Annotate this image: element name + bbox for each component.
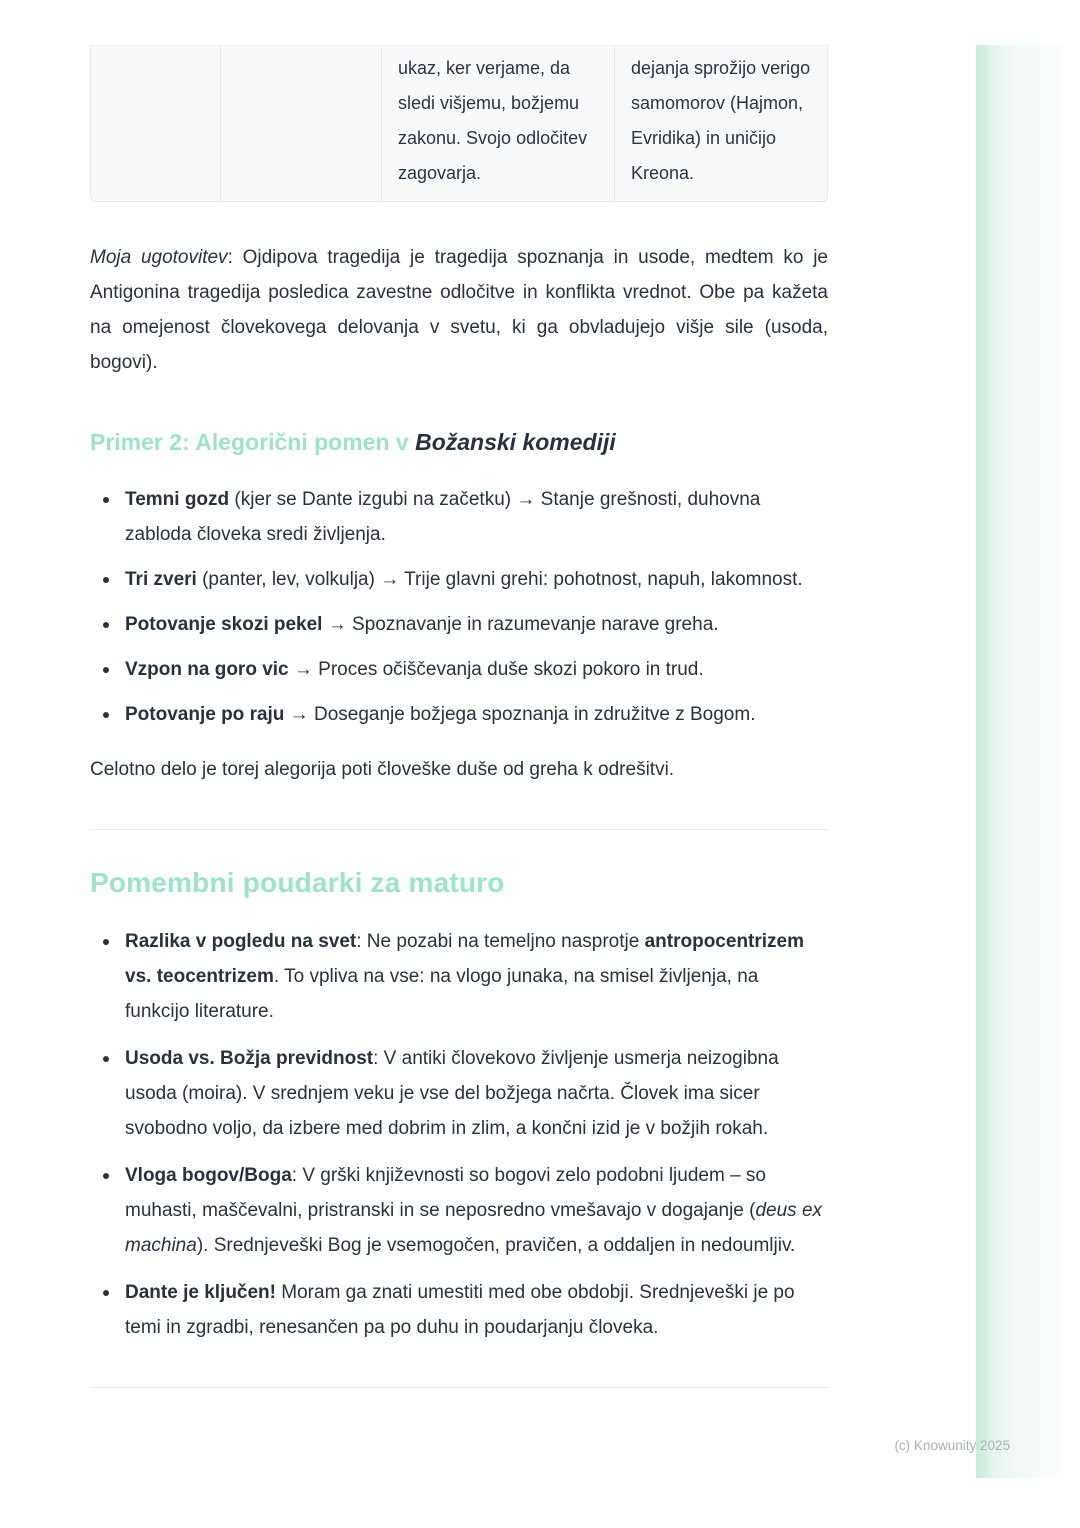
list-item-text: → Doseganje božjega spoznanja in združitve z Bogom.	[284, 704, 756, 725]
list-item-term: Vloga bogov/Boga	[125, 1165, 292, 1186]
list-item-term: Razlika v pogledu na svet	[125, 931, 357, 952]
paragraph-body-text: : Ojdipova tragedija je tragedija spoznanja in usode, medtem ko je Antigonina tragedija posledica zavestne odločitve in konflikta vrednot. Obe pa kažeta na omejenost človekovega delovanja v svetu, ki ga obvladujejo višje sile (usoda, bogovi).	[90, 247, 828, 373]
table-cell-empty-1	[90, 45, 220, 202]
list-item	[90, 924, 828, 1029]
list-item-emphasis: antropocentrizem vs. teocentrizem	[125, 931, 805, 987]
list-item-term: Dante je ključen!	[125, 1282, 276, 1303]
list-item-term: Usoda vs. Božja previdnost	[125, 1048, 374, 1069]
list-item-text: (kjer se Dante izgubi na začetku) → Stanje grešnosti, duhovna zabloda človeka sredi življenja.	[125, 489, 761, 545]
list-item	[90, 562, 828, 597]
list-item	[90, 1041, 828, 1146]
conclusion-paragraph	[90, 240, 828, 380]
matura-heading: Pomembni poudarki za maturo	[90, 867, 505, 898]
matura-list	[90, 924, 828, 1345]
page-content	[90, 0, 828, 1388]
allegory-list	[90, 482, 828, 732]
list-item-latin-phrase: deus ex machina	[125, 1200, 823, 1256]
section-divider	[90, 829, 828, 830]
list-item	[90, 1275, 828, 1345]
list-item-text: : V antiki človekovo življenje usmerja neizogibna usoda (moira). V srednjem veku je vse del božjega načrta. Človek ima sicer svobodno voljo, da izbere med dobrim in zlim, a končni izid je v božjih rokah.	[125, 1048, 779, 1139]
list-item-term: Potovanje skozi pekel	[125, 614, 323, 635]
example2-heading	[90, 426, 828, 458]
table-cell-antigona-decision: ukaz, ker verjame, da sledi višjemu, božjemu zakonu. Svojo odločitev zagovarja.	[381, 45, 614, 202]
copyright-footer: (c) Knowunity 2025	[894, 1438, 1010, 1453]
list-item-text: : V grški književnosti so bogovi zelo podobni ljudem – so muhasti, maščevalni, pristranski in se neposredno vmešavajo v dogajanje (	[125, 1165, 766, 1221]
list-item	[90, 482, 828, 552]
allegory-summary: Celotno delo je torej alegorija poti človeške duše od greha k odrešitvi.	[90, 759, 675, 780]
list-item-term: Temni gozd	[125, 489, 230, 510]
table-row	[90, 45, 828, 202]
list-item-text: → Proces očiščevanja duše skozi pokoro in trud.	[288, 659, 704, 680]
list-item	[90, 652, 828, 687]
list-item-text: : Ne pozabi na temeljno nasprotje	[356, 931, 645, 952]
paragraph-lead-italic: Moja ugotovitev	[90, 247, 228, 268]
bottom-divider	[90, 1387, 828, 1388]
page-edge-accent-bar	[976, 45, 1063, 1478]
comparison-table	[90, 45, 828, 202]
list-item-term: Tri zveri	[125, 569, 197, 590]
list-item-text: . To vpliva na vse: na vlogo junaka, na smisel življenja, na funkcijo literature.	[125, 966, 759, 1022]
table-cell-antigona-consequence: dejanja sprožijo verigo samomorov (Hajmon, Evridika) in uničijo Kreona.	[614, 45, 828, 202]
example2-heading-book-title: Božanski komediji	[415, 429, 616, 455]
list-item	[90, 1158, 828, 1263]
table-cell-empty-2	[220, 45, 381, 202]
example2-heading-mint: Primer 2: Alegorični pomen v	[90, 429, 416, 455]
list-item-text: ). Srednjeveški Bog je vsemogočen, pravičen, a oddaljen in nedoumljiv.	[196, 1235, 796, 1256]
list-item-text: (panter, lev, volkulja) → Trije glavni grehi: pohotnost, napuh, lakomnost.	[196, 569, 803, 590]
list-item	[90, 697, 828, 732]
list-item-text: → Spoznavanje in razumevanje narave greha.	[322, 614, 719, 635]
list-item-text: Moram ga znati umestiti med obe obdobji. Srednjeveški je po temi in zgradbi, renesančen pa po duhu in poudarjanju človeka.	[125, 1282, 795, 1338]
list-item-term: Potovanje po raju	[125, 704, 285, 725]
list-item-term: Vzpon na goro vic	[125, 659, 289, 680]
list-item	[90, 607, 828, 642]
